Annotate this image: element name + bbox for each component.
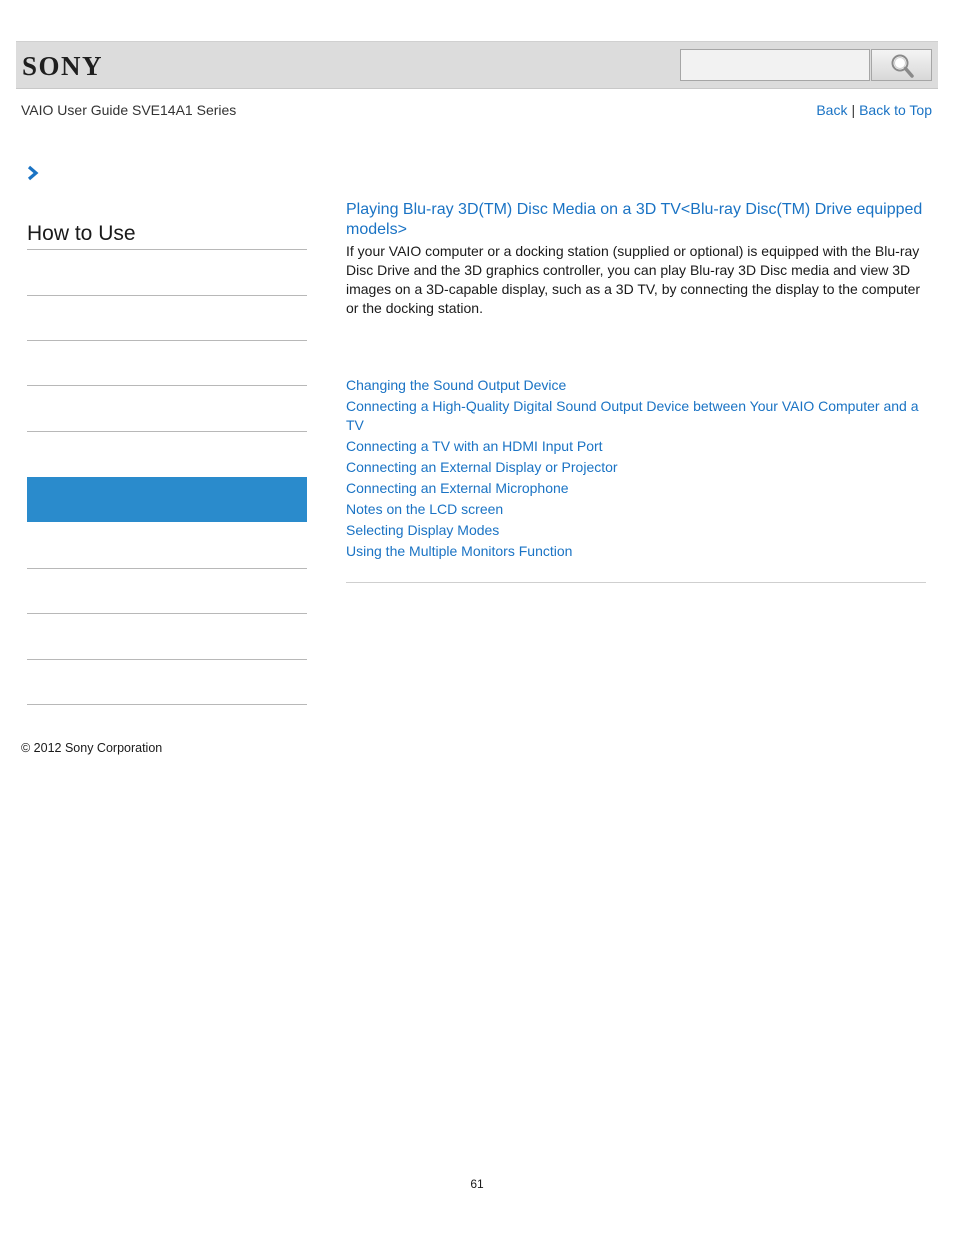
top-nav-links	[816, 102, 932, 118]
related-link[interactable]: Selecting Display Modes	[346, 522, 500, 538]
sidebar-item-6[interactable]	[27, 524, 307, 569]
chevron-right-icon[interactable]	[26, 165, 40, 181]
sidebar-item-8[interactable]	[27, 615, 307, 660]
related-link[interactable]: Connecting a TV with an HDMI Input Port	[346, 438, 603, 454]
list-item	[346, 542, 928, 561]
main-content	[346, 200, 928, 318]
content-divider	[346, 582, 926, 583]
sidebar-item-4[interactable]	[27, 387, 307, 432]
list-item	[346, 521, 928, 540]
sidebar-item-3[interactable]	[27, 341, 307, 386]
link-separator: |	[851, 102, 856, 118]
list-item	[346, 479, 928, 498]
copyright: © 2012 Sony Corporation	[21, 741, 163, 755]
back-link[interactable]: Back	[816, 102, 848, 118]
list-item	[346, 500, 928, 519]
related-link[interactable]: Connecting a High-Quality Digital Sound Output Device between Your VAIO Computer and a TV	[346, 398, 919, 433]
guide-title: VAIO User Guide SVE14A1 Series	[21, 102, 237, 118]
related-link[interactable]: Changing the Sound Output Device	[346, 377, 567, 393]
sidebar-item-2[interactable]	[27, 296, 307, 341]
search-input[interactable]	[680, 49, 870, 81]
search-button[interactable]	[871, 49, 932, 81]
related-link[interactable]: Notes on the LCD screen	[346, 501, 504, 517]
sidebar-item-9[interactable]	[27, 660, 307, 705]
sidebar-item-1[interactable]	[27, 251, 307, 296]
page-number: 61	[470, 1177, 484, 1191]
list-item	[346, 458, 928, 477]
list-item	[346, 376, 928, 395]
sidebar-item-7[interactable]	[27, 569, 307, 614]
page-description: If your VAIO computer or a docking station (supplied or optional) is equipped with the Blu-ray Disc Drive and the 3D graphics controller, you can play Blu-ray 3D Disc media and view 3D images on a 3D-capable display, such as a 3D TV, by connecting the display to the computer or the docking station.	[346, 243, 921, 316]
sony-logo[interactable]: SONY	[22, 51, 104, 81]
back-to-top-link[interactable]: Back to Top	[859, 102, 932, 118]
related-link[interactable]: Connecting an External Microphone	[346, 480, 569, 496]
related-links-list	[346, 376, 928, 563]
list-item	[346, 437, 928, 456]
sidebar-item-active[interactable]	[27, 477, 307, 522]
magnifier-icon	[889, 53, 915, 79]
sidebar-heading: How to Use	[27, 222, 307, 250]
list-item	[346, 397, 928, 435]
page-title: Playing Blu-ray 3D(TM) Disc Media on a 3D TV<Blu-ray Disc(TM) Drive equipped models>	[346, 201, 923, 238]
header-bar	[16, 41, 938, 89]
related-link[interactable]: Connecting an External Display or Projector	[346, 459, 618, 475]
related-link[interactable]: Using the Multiple Monitors Function	[346, 543, 573, 559]
